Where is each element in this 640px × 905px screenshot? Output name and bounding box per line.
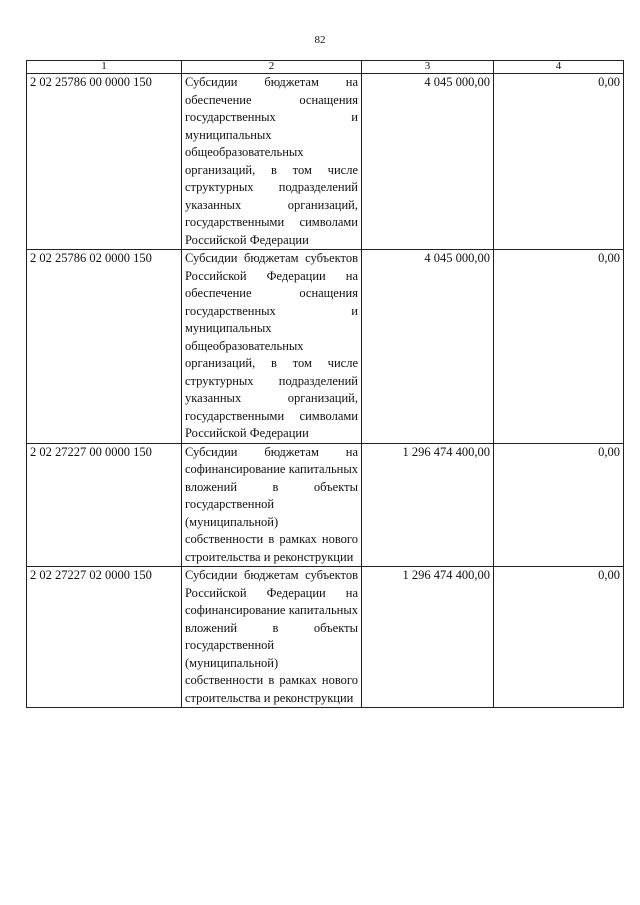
table-row: [27, 567, 624, 708]
budget-code: 2 02 27227 02 0000 150: [27, 567, 182, 708]
column-header-3: 3: [362, 61, 494, 74]
amount-value: 4 045 000,00: [362, 250, 494, 444]
table-row: [27, 443, 624, 567]
income-description: Субсидии бюджетам на обеспечение оснащения государственных и муниципальных общеобразовательных организаций, в том числе структурных подразделений указанных организаций, государственными символами Российской Федерации: [182, 74, 362, 250]
amount-value: 1 296 474 400,00: [362, 567, 494, 708]
amount-value: 1 296 474 400,00: [362, 443, 494, 567]
table-row: [27, 74, 624, 250]
income-description: Субсидии бюджетам субъектов Российской Федерации на софинансирование капитальных вложений в объекты государственной (муниципальной) собственности в рамках нового строительства и реконструкции: [182, 567, 362, 708]
column-header-4: 4: [494, 61, 624, 74]
budget-table: [26, 60, 624, 708]
amount2-value: 0,00: [494, 443, 624, 567]
amount2-value: 0,00: [494, 250, 624, 444]
column-header-2: 2: [182, 61, 362, 74]
table-row: [27, 250, 624, 444]
income-description: Субсидии бюджетам субъектов Российской Федерации на обеспечение оснащения государственных и муниципальных общеобразовательных организаций, в том числе структурных подразделений указанных организаций, государственными символами Российской Федерации: [182, 250, 362, 444]
column-header-1: 1: [27, 61, 182, 74]
budget-code: 2 02 25786 00 0000 150: [27, 74, 182, 250]
budget-code: 2 02 25786 02 0000 150: [27, 250, 182, 444]
page-number: 82: [314, 34, 326, 46]
table-header-row: [27, 61, 624, 74]
budget-code: 2 02 27227 00 0000 150: [27, 443, 182, 567]
income-description: Субсидии бюджетам на софинансирование капитальных вложений в объекты государственной (муниципальной) собственности в рамках нового строительства и реконструкции: [182, 443, 362, 567]
amount-value: 4 045 000,00: [362, 74, 494, 250]
amount2-value: 0,00: [494, 567, 624, 708]
amount2-value: 0,00: [494, 74, 624, 250]
